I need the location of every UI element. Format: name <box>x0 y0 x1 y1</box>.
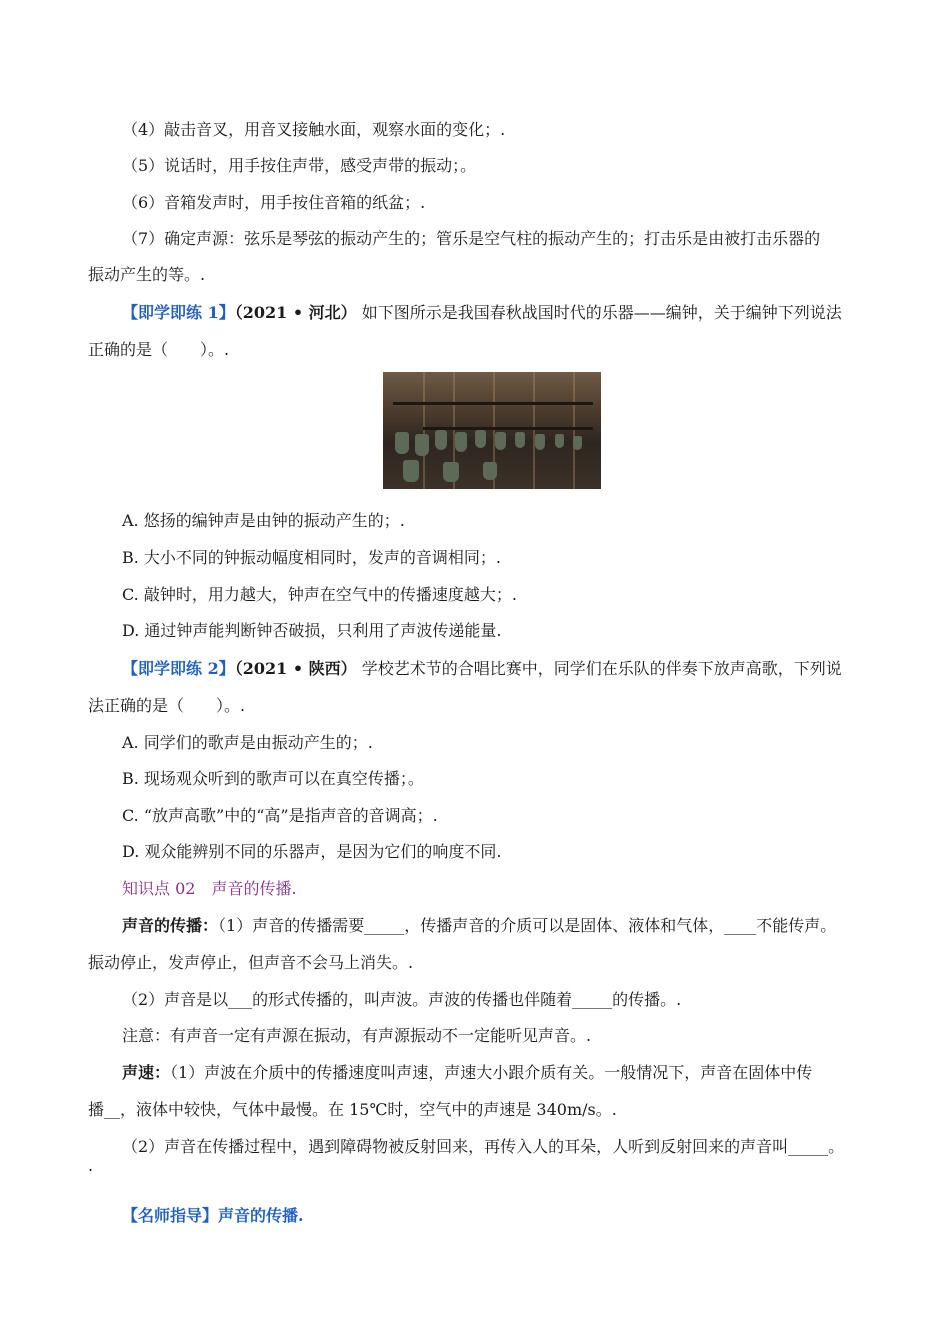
item-6: （6）音箱发声时，用手按住音箱的纸盆；. <box>122 193 426 212</box>
exercise-2-question <box>122 659 842 679</box>
exercise-source: （2021 • 河北） <box>234 303 357 322</box>
option-c: C. 敲钟时，用力越大，钟声在空气中的传播速度越大；. <box>122 585 517 604</box>
speed-label: 声速： <box>122 1063 171 1082</box>
exercise-2-question-cont: 法正确的是（ ）。. <box>88 696 246 715</box>
sound-wave-paragraph: （2）声音是以___的形式传播的，叫声波。声波的传播也伴随着_____的传播。. <box>122 990 682 1009</box>
speed-paragraph-cont: 播__，液体中较快，气体中最慢。在 15℃时，空气中的声速是 340m/s。. <box>88 1100 617 1119</box>
option-d: D. 观众能辨别不同的乐器声，是因为它们的响度不同. <box>122 842 502 861</box>
item-4: （4）敲击音叉，用音叉接触水面，观察水面的变化；. <box>122 120 506 139</box>
speed-paragraph <box>122 1063 812 1083</box>
exercise-tag: 【即学即练 1】 <box>122 303 235 322</box>
guide-title: 声音的传播. <box>218 1206 304 1225</box>
speed-text: （1）声波在介质中的传播速度叫声速，声速大小跟介质有关。一般情况下，声音在固体中传 <box>170 1063 813 1082</box>
exercise-1-question <box>122 303 842 323</box>
item-7: （7）确定声源：弦乐是琴弦的振动产生的；管乐是空气柱的振动产生的；打击乐是由被打击乐器的 <box>122 229 821 248</box>
exercise-tag: 【即学即练 2】 <box>122 659 235 678</box>
guide-heading <box>122 1206 304 1226</box>
question-text: 学校艺术节的合唱比赛中，同学们在乐队的伴奏下放声高歌，下列说 <box>361 659 842 678</box>
propagation-paragraph-cont: 振动停止，发声停止，但声音不会马上消失。. <box>88 953 414 972</box>
option-a: A. 悠扬的编钟声是由钟的振动产生的；. <box>122 511 405 530</box>
propagation-paragraph <box>122 916 836 936</box>
option-a: A. 同学们的歌声是由振动产生的；. <box>122 733 373 752</box>
item-7-cont: 振动产生的等。. <box>88 265 206 284</box>
item-5: （5）说话时，用手按住声带，感受声带的振动；。 <box>122 156 477 175</box>
propagation-text: （1）声音的传播需要_____，传播声音的介质可以是固体、液体和气体，____不能传声。 <box>218 916 837 935</box>
note-paragraph: 注意：有声音一定有声源在振动，有声源振动不一定能听见声音。. <box>122 1026 592 1045</box>
question-text: 如下图所示是我国春秋战国时代的乐器——编钟，关于编钟下列说法 <box>361 303 842 322</box>
option-b: B. 大小不同的钟振动幅度相同时，发声的音调相同；. <box>122 548 502 567</box>
option-b: B. 现场观众听到的歌声可以在真空传播；。 <box>122 769 424 788</box>
option-c: C. “放声高歌”中的“高”是指声音的音调高；. <box>122 806 438 825</box>
echo-paragraph-dot: . <box>88 1156 94 1175</box>
option-d: D. 通过钟声能判断钟否破损，只利用了声波传递能量. <box>122 621 502 640</box>
knowledge-heading: 知识点 02 声音的传播. <box>122 879 297 898</box>
exercise-source: （2021 • 陕西） <box>234 659 357 678</box>
exercise-1-question-cont: 正确的是（ ）。. <box>88 340 230 359</box>
propagation-label: 声音的传播： <box>122 916 219 935</box>
echo-paragraph: （2）声音在传播过程中，遇到障碍物被反射回来，再传入人的耳朵，人听到反射回来的声音叫_____。 <box>122 1137 845 1156</box>
guide-tag: 【名师指导】 <box>122 1206 219 1225</box>
bianzhong-photo <box>383 372 601 489</box>
